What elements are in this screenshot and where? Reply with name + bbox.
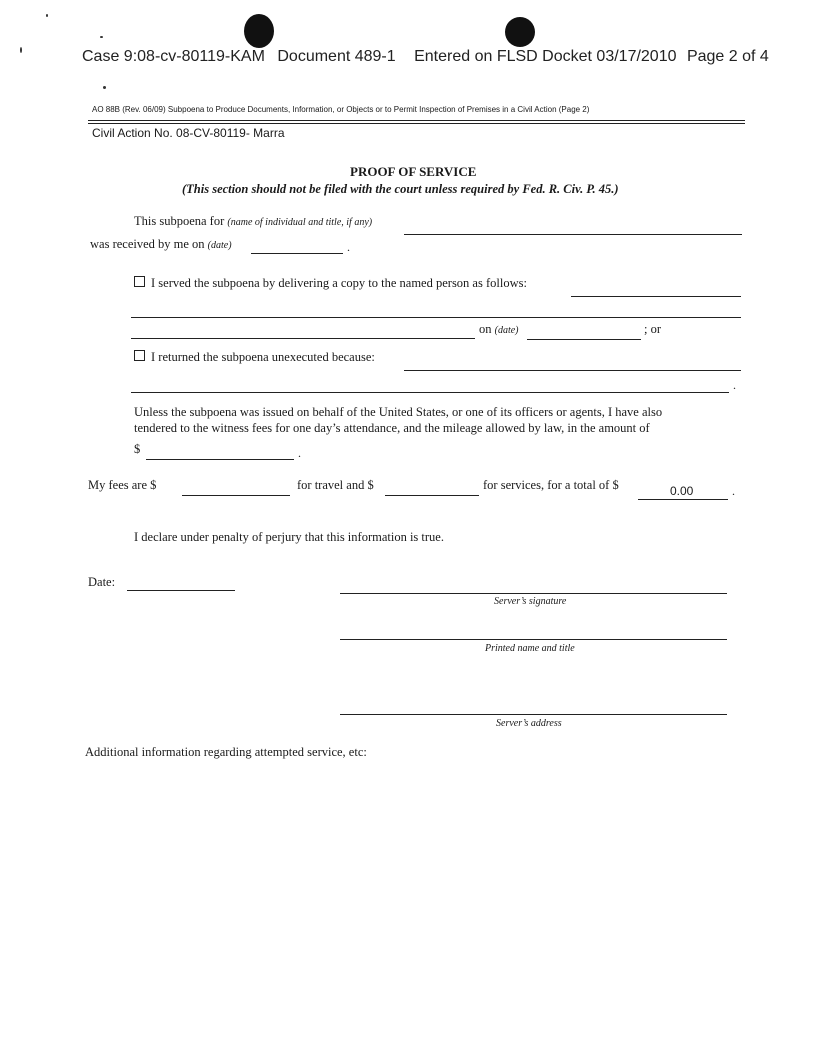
date-field <box>127 590 235 591</box>
witness-amount-dollar: $ <box>134 442 141 456</box>
header-rule <box>88 120 745 121</box>
server-signature-line <box>340 593 727 594</box>
scan-speck <box>100 36 103 38</box>
served-or: ; or <box>644 322 662 336</box>
case-number: Case 9:08-cv-80119-KAM <box>82 48 265 65</box>
date-label: Date: <box>88 575 116 589</box>
individual-name-line <box>404 234 742 235</box>
fees-services-label: for services, for a total of $ <box>483 478 619 492</box>
served-checkbox[interactable] <box>134 276 145 287</box>
docket-stamp <box>82 48 769 66</box>
entered-date: Entered on FLSD Docket 03/17/2010 <box>414 48 677 65</box>
witness-amount-field <box>146 459 294 460</box>
printed-name-caption: Printed name and title <box>485 643 575 654</box>
fees-total-value: 0.00 <box>670 484 694 498</box>
returned-option: I returned the subpoena unexecuted because: <box>134 350 375 365</box>
page-number: Page 2 of 4 <box>686 48 769 65</box>
printed-name-line <box>340 639 727 640</box>
scan-speck <box>20 47 22 53</box>
server-signature-caption: Server’s signature <box>494 596 567 607</box>
served-line-a <box>571 296 741 297</box>
server-address-line <box>340 714 727 715</box>
returned-checkbox[interactable] <box>134 350 145 361</box>
page-subtitle: (This section should not be filed with the court unless required by Fed. R. Civ. P. 45.) <box>182 182 619 196</box>
returned-line-b <box>131 392 729 393</box>
received-date-line: was received by me on (date) <box>90 237 232 251</box>
form-header: AO 88B (Rev. 06/09) Subpoena to Produce Documents, Information, or Objects or to Permit Inspection of Premises in a Civil Action (Page 2) <box>92 105 590 114</box>
redaction-blot-left <box>244 14 274 48</box>
received-date-field <box>251 253 343 254</box>
scan-speck <box>103 86 106 89</box>
document-number: Document 489-1 <box>277 48 396 65</box>
redaction-blot-right <box>505 17 535 47</box>
civil-action-number: Civil Action No. 08-CV-80119- Marra <box>92 126 285 140</box>
scan-speck <box>46 14 48 17</box>
served-line-c <box>131 338 475 339</box>
served-line-b <box>131 317 741 318</box>
served-option: I served the subpoena by delivering a copy to the named person as follows: <box>134 276 527 291</box>
returned-line-a <box>404 370 741 371</box>
server-address-caption: Server’s address <box>496 718 562 729</box>
received-line: This subpoena for (name of individual and title, if any) <box>134 214 373 228</box>
travel-fee-field <box>182 495 290 496</box>
additional-information: Additional information regarding attempted service, etc: <box>85 745 367 759</box>
witness-fees-line-1: Unless the subpoena was issued on behalf of the United States, or one of its officers or agents, I have also <box>134 405 663 419</box>
services-fee-field <box>385 495 479 496</box>
served-date-field <box>527 339 641 340</box>
fees-prefix: My fees are $ <box>88 478 157 492</box>
fees-travel-label: for travel and $ <box>297 478 374 492</box>
perjury-declaration: I declare under penalty of perjury that this information is true. <box>134 530 444 544</box>
witness-fees-line-2: tendered to the witness fees for one day’s attendance, and the mileage allowed by law, in the amount of <box>134 421 650 435</box>
total-fee-field <box>638 499 728 500</box>
page-title: PROOF OF SERVICE <box>350 164 477 179</box>
served-on-date: on (date) <box>479 322 519 336</box>
header-rule-2 <box>88 123 745 124</box>
